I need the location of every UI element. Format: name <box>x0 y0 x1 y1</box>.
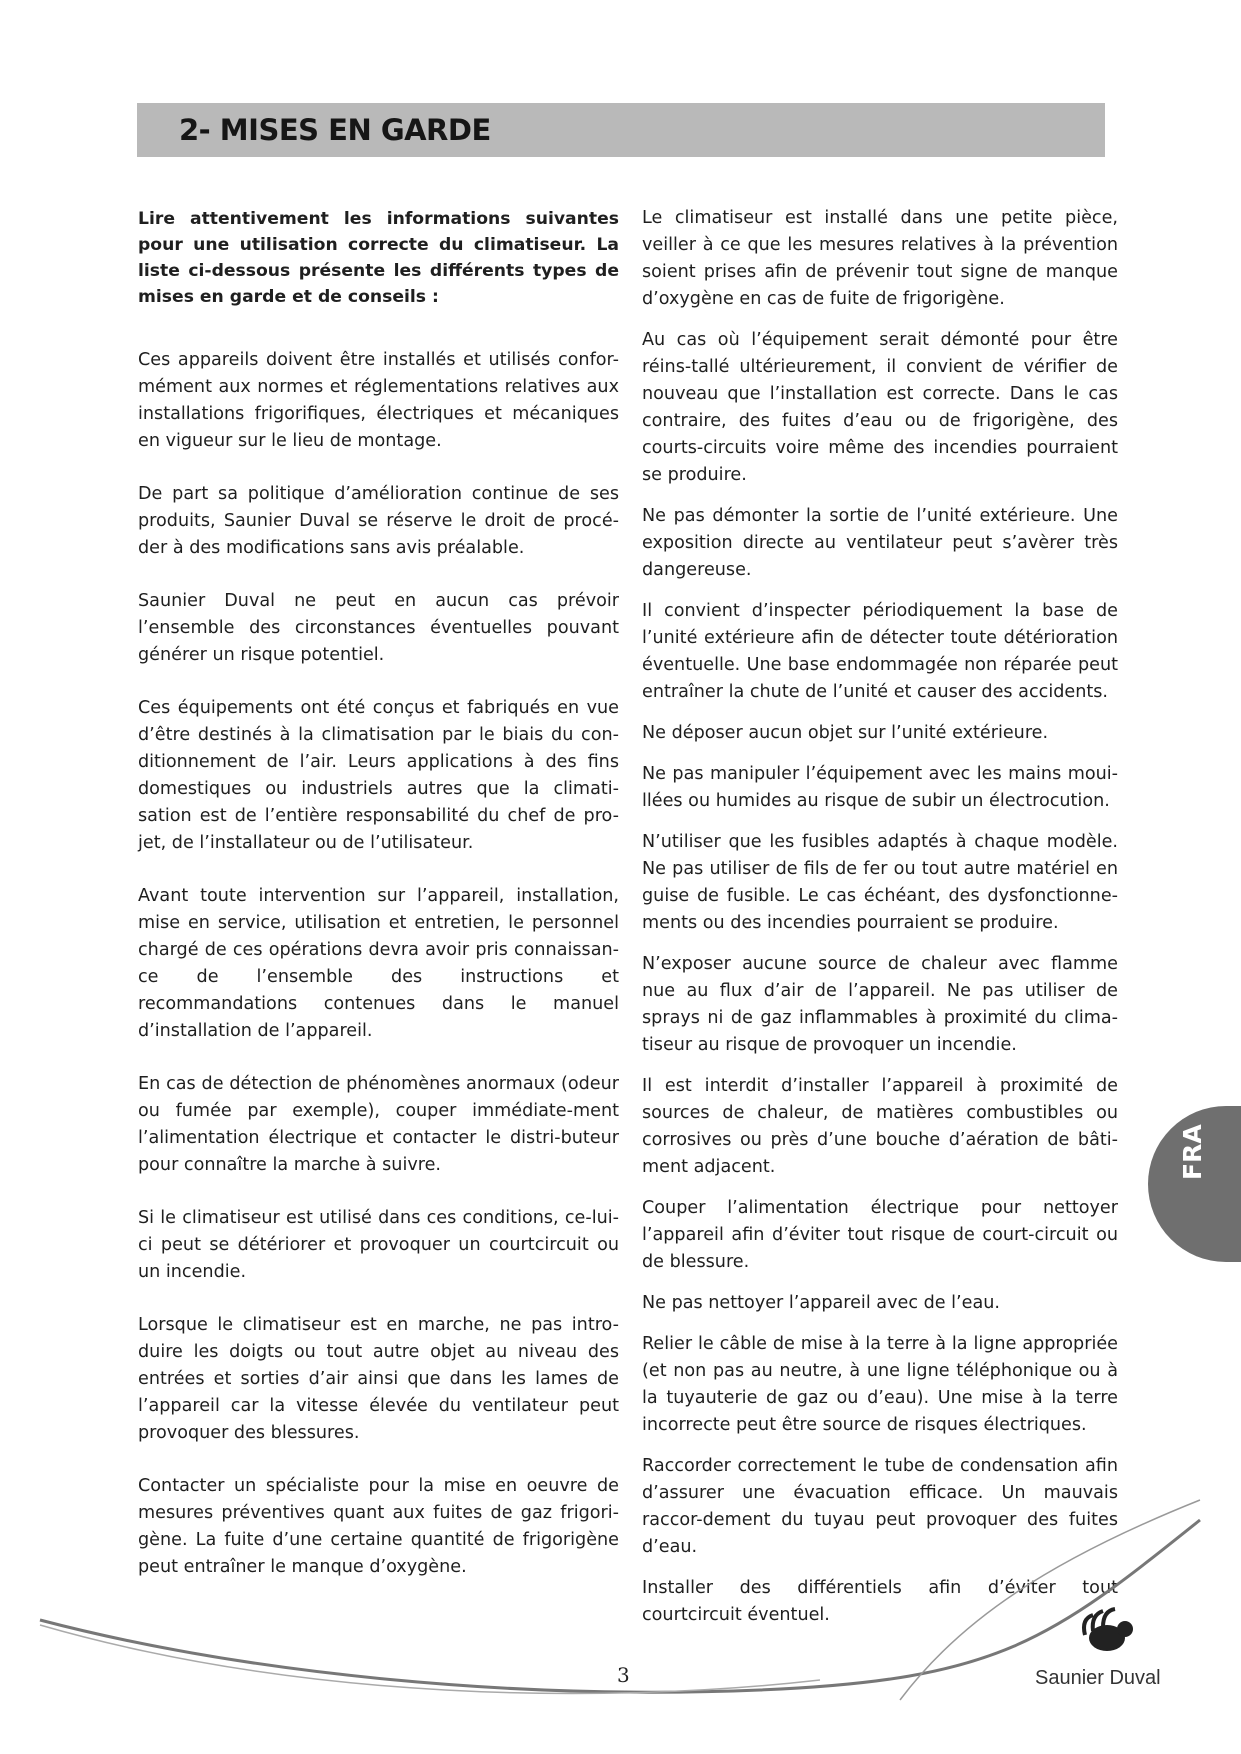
paragraph: Ces équipements ont été conçus et fabriqués en vue d’être destinés à la climatisation par le biais du con-ditionnement de l’air. Leurs applications à des fins domestiques ou industriels autres que la climati-sation est de l’entière responsabilité du chef de pro-jet, de l’installateur ou de l’utilisateur. <box>138 698 619 853</box>
paragraph: Ces appareils doivent être installés et utilisés confor-mément aux normes et réglementations relatives aux installations frigorifiques, électriques et mécaniques en vigueur sur le lieu de montage. <box>138 350 619 451</box>
intro-paragraph: Lire attentivement les informations suivantes pour une utilisation correcte du climatiseur. La liste ci-dessous présente les différents types de mises en garde et de conseils : <box>138 209 619 307</box>
brand-name: Saunier Duval <box>1035 1667 1161 1689</box>
paragraph: De part sa politique d’amélioration continue de ses produits, Saunier Duval se réserve le droit de procé-der à des modifications sans avis préalable. <box>138 484 619 558</box>
paragraph: Raccorder correctement le tube de condensation afin d’assurer une évacuation efficace. Un mauvais raccor-dement du tuyau peut provoquer des fuites d’eau. <box>642 1456 1118 1557</box>
paragraph: Contacter un spécialiste pour la mise en oeuvre de mesures préventives quant aux fuites de gaz frigori-gène. La fuite d’une certaine quantité de frigorigène peut entraîner le manque d’oxygène. <box>138 1476 619 1577</box>
section-title: 2- MISES EN GARDE <box>179 113 491 147</box>
paragraph: Installer des différentiels afin d’éviter tout courtcircuit éventuel. <box>642 1578 1118 1625</box>
paragraph: Au cas où l’équipement serait démonté pour être réins-tallé ultérieurement, il convient de vérifier de nouveau que l’installation est correcte. Dans le cas contraire, des fuites d’eau ou de frigorigène, des courts-circuits voire même des incendies pourraient se produire. <box>642 330 1118 485</box>
paragraph: Couper l’alimentation électrique pour nettoyer l’appareil afin d’éviter tout risque de court-circuit ou de blessure. <box>642 1198 1118 1272</box>
paragraph: En cas de détection de phénomènes anormaux (odeur ou fumée par exemple), couper immédiate-ment l’alimentation électrique et contacter le distri-buteur pour connaître la marche à suivre. <box>138 1074 619 1175</box>
paragraph: Lorsque le climatiseur est en marche, ne pas intro-duire les doigts ou tout autre objet au niveau des entrées et sorties d’air ainsi que dans les lames de l’appareil car la vitesse élevée du ventilateur peut provoquer des blessures. <box>138 1315 619 1443</box>
paragraph: Il est interdit d’installer l’appareil à proximité de sources de chaleur, de matières combustibles ou corrosives ou près d’une bouche d’aération de bâti-ment adjacent. <box>642 1076 1118 1177</box>
paragraph: N’utiliser que les fusibles adaptés à chaque modèle. Ne pas utiliser de fils de fer ou tout autre matériel en guise de fusible. Le cas échéant, des dysfonctionne-ments ou des incendies pourraient se produire. <box>642 832 1118 933</box>
paragraph: Ne pas manipuler l’équipement avec les mains moui-llées ou humides au risque de subir un électrocution. <box>642 764 1118 811</box>
paragraph: Saunier Duval ne peut en aucun cas prévoir l’ensemble des circonstances éventuelles pouvant générer un risque potentiel. <box>138 591 619 665</box>
paragraph: Ne pas démonter la sortie de l’unité extérieure. Une exposition directe au ventilateur peut s’avèrer très dangereuse. <box>642 506 1118 580</box>
paragraph: Ne pas nettoyer l’appareil avec de l’eau. <box>642 1293 1001 1313</box>
paragraph: N’exposer aucune source de chaleur avec flamme nue au flux d’air de l’appareil. Ne pas utiliser de sprays ni de gaz inflammables à proximité du clima-tiseur au risque de provoquer un incendie. <box>642 954 1118 1055</box>
paragraph: Si le climatiseur est utilisé dans ces conditions, ce-lui-ci peut se détériorer et provoquer un courtcircuit ou un incendie. <box>138 1208 619 1282</box>
paragraph: Relier le câble de mise à la terre à la ligne appropriée (et non pas au neutre, à une ligne téléphonique ou à la tuyauterie de gaz ou d’eau). Une mise à la terre incorrecte peut être source de risques électriques. <box>642 1334 1118 1435</box>
paragraph: Le climatiseur est installé dans une petite pièce, veiller à ce que les mesures relatives à la prévention soient prises afin de prévenir tout signe de manque d’oxygène en cas de fuite de frigorigène. <box>642 208 1118 309</box>
page-number: 3 <box>617 1663 630 1687</box>
paragraph: Il convient d’inspecter périodiquement la base de l’unité extérieure afin de détecter toute détérioration éventuelle. Une base endommagée non réparée peut entraîner la chute de l’unité et causer des accidents. <box>642 601 1118 702</box>
paragraph: Avant toute intervention sur l’appareil, installation, mise en service, utilisation et entretien, le personnel chargé de ces opérations devra avoir pris connaissan-ce de l’ensemble des instructions et recommandations contenues dans le manuel d’installation de l’appareil. <box>138 886 619 1041</box>
language-tab-label: FRA <box>1178 1124 1207 1180</box>
saunier-duval-logo-icon <box>1077 1605 1137 1655</box>
paragraph: Ne déposer aucun objet sur l’unité extérieure. <box>642 723 1049 743</box>
